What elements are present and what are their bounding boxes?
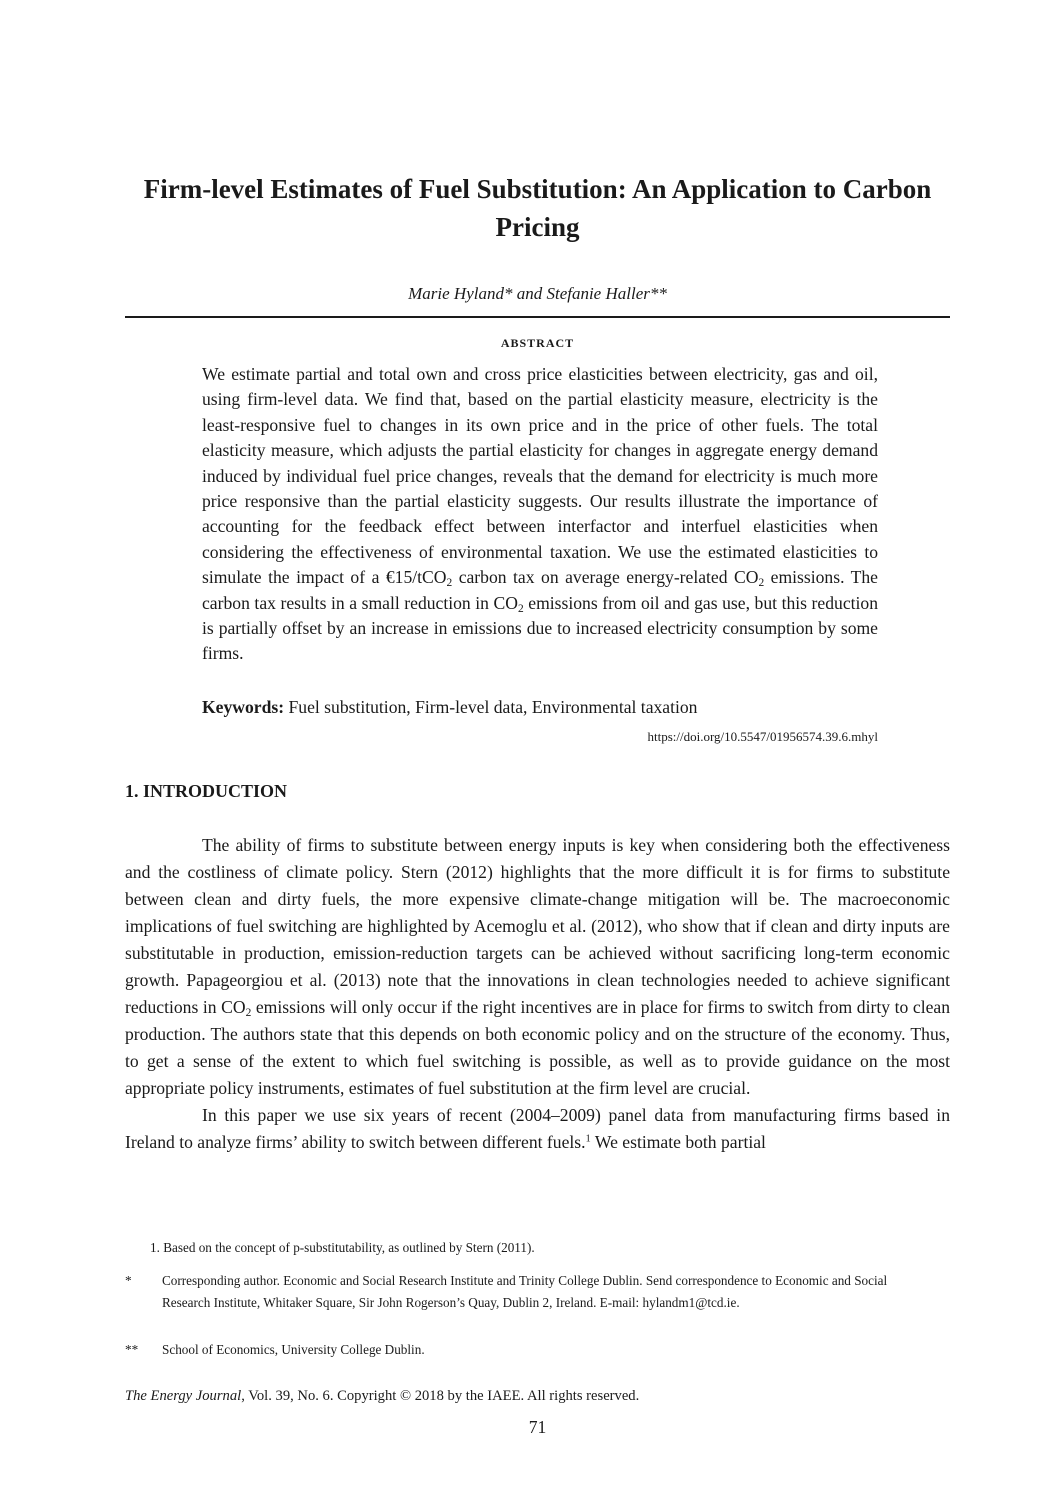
footnote-mark: ** bbox=[125, 1342, 139, 1357]
intro-paragraph bbox=[125, 1102, 950, 1156]
intro-body bbox=[125, 832, 950, 1156]
keywords-text: Fuel substitution, Firm-level data, Environmental taxation bbox=[284, 697, 698, 717]
intro-part: emissions will only occur if the right incentives are in place for firms to switch from dirty to clean production. The authors state that this depends on both economic policy and on the structure of the economy. Thus, to get a sense of the extent to which fuel switching is possible, as well as to provide guidance on the most appropriate policy instruments, estimates of fuel substitution at the firm level are crucial. bbox=[125, 997, 950, 1098]
intro-paragraph bbox=[125, 832, 950, 1102]
author-line: Marie Hyland* and Stefanie Haller** bbox=[408, 284, 667, 303]
journal-details: , Vol. 39, No. 6. Copyright © 2018 by the IAEE. All rights reserved. bbox=[241, 1388, 640, 1404]
page-number: 71 bbox=[528, 1417, 547, 1437]
journal-name: The Energy Journal bbox=[125, 1388, 242, 1404]
footnote-1: 1. Based on the concept of p-substitutability, as outlined by Stern (2011). bbox=[150, 1240, 535, 1255]
abstract-heading: ABSTRACT bbox=[500, 336, 575, 350]
abstract-part: We estimate partial and total own and cross price elasticities between electricity, gas and oil, using firm-level data. We find that, based on the partial elasticity measure, electricity is the least-responsive fuel to changes in its own price and in the price of other fuels. The total elasticity measure, which adjusts the partial elasticity for changes in aggregate energy demand induced by individual fuel price changes, reveals that the demand for electricity is much more price responsive than the partial elasticity suggests. Our results illustrate the importance of accounting for the feedback effect between interfactor and interfuel elasticities when considering the effectiveness of environmental taxation. We use the estimated elasticities to simulate the impact of a €15/tCO bbox=[202, 364, 878, 588]
doi-link[interactable]: https://doi.org/10.5547/01956574.39.6.mhyl bbox=[647, 729, 878, 744]
intro-part: The ability of firms to substitute between energy inputs is key when considering both the effectiveness and the costliness of climate policy. Stern (2012) highlights that the more difficult it is for firms to substitute between clean and dirty fuels, the more expensive climate-change mitigation will be. The macroeconomic implications of fuel switching are highlighted by Acemoglu et al. (2012), who show that if clean and dirty inputs are substitutable in production, emission-reduction targets can be achieved without sacrificing long-term economic growth. Papageorgiou et al. (2013) note that the innovations in clean technologies needed to achieve significant reductions in CO bbox=[125, 835, 950, 1017]
subscript: 2 bbox=[758, 577, 765, 590]
intro-part: We estimate both partial bbox=[590, 1132, 766, 1152]
footnote-ref[interactable]: 1 bbox=[585, 1133, 591, 1145]
abstract-part: emissions from oil and gas use, but this reduction is partially offset by an increase in emissions due to increased electricity consumption by some firms. bbox=[202, 592, 878, 664]
section-heading: 1. INTRODUCTION bbox=[125, 781, 288, 801]
subscript: 2 bbox=[517, 602, 524, 615]
abstract-text bbox=[202, 362, 878, 667]
keywords-label: Keywords: bbox=[202, 697, 285, 717]
subscript: 2 bbox=[446, 577, 453, 590]
keywords bbox=[202, 695, 878, 720]
abstract-part: emissions. The carbon tax results in a small reduction in CO bbox=[202, 567, 878, 613]
subscript: 2 bbox=[245, 1006, 252, 1019]
paper-title: Firm-level Estimates of Fuel Substitution: An Application to Carbon Pricing bbox=[143, 174, 932, 242]
title-divider bbox=[125, 316, 950, 318]
footnote-text: Corresponding author. Economic and Social Research Institute and Trinity College Dublin. Send correspondence to Economic and Social Research Institute, Whitaker Square, Sir John Rogerson’s Quay, Dublin 2, Ireland. E-mail: hylandm1@tcd.ie. bbox=[162, 1273, 888, 1310]
journal-citation bbox=[125, 1386, 950, 1406]
footnote-mark: * bbox=[125, 1273, 132, 1288]
intro-part: In this paper we use six years of recent (2004–2009) panel data from manufacturing firms based in Ireland to analyze firms’ ability to switch between different fuels. bbox=[125, 1105, 950, 1152]
abstract-part: carbon tax on average energy-related CO bbox=[452, 567, 759, 588]
footnote-text: School of Economics, University College Dublin. bbox=[162, 1342, 425, 1357]
